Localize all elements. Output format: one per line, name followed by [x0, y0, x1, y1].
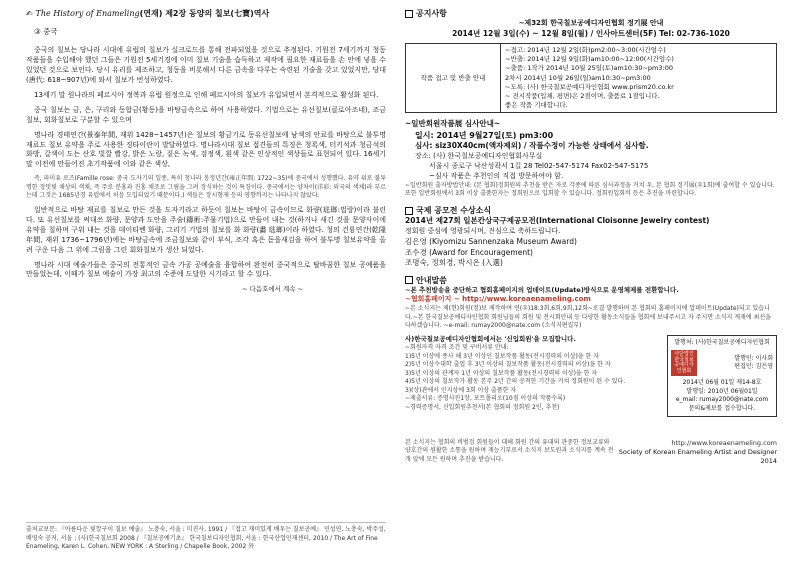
schedule-row: ~반출: 2014년 12월 9일(화)am10:00~12:00(시간엄수) [505, 55, 674, 64]
award-intro: 정회원 중심에 영광되시며, 진심으로 축하드립니다. [405, 226, 561, 235]
award-name: 조수경 (Award for Encouragement) [405, 247, 533, 257]
schedule-row: ~접고: 2014년 12월 2일(화)pm2:00~3:00(시간엄수) [505, 45, 666, 54]
guide-title: 안내말씀 [416, 275, 447, 285]
contact-text: 문의&제보를 접수합니다. [688, 404, 756, 412]
section-title: ③ 중국 [34, 27, 58, 37]
issuer: 발행인: 이사회 [734, 354, 773, 362]
pen-icon: ✍ [26, 9, 33, 18]
recruit-line: ~제출서류: 증명사진1장, 포트폴리오(10점 이상의 작품수록) [405, 395, 566, 403]
award-section [405, 205, 777, 269]
schedule-table [405, 43, 777, 114]
recruit-block [405, 335, 777, 435]
review-line: 심사: siz30X40cm(액자제외) / 작품수정이 가능한 상태에서 심사함. [415, 141, 649, 151]
schedule-row: ~출품: 1작가 2014년 10월 25일(토)am10:30~pm3:00 [505, 64, 673, 73]
editor: 편집인: 김은영 [734, 363, 773, 371]
recruit-line: 2)5년 이상수대학 출업 후 3년 이상의 칠보작품 활동(전시경력의 이상)을 한 자 [405, 361, 611, 369]
recruit-line: ~경력증명서, 신입회원추천서(본 협회의 정회원 2인, 추천) [405, 403, 560, 411]
schedule-row: 2차시 2014년 10월 26일(일)am10:30~pm3:00 [505, 73, 651, 82]
recruit-line: 3)(상)관에서 인지상에 3회 이상 출품한 자 [405, 386, 517, 394]
schedule-row: ~ 전시작품(입체, 평면)은 2점이며, 출품료 1점입니다. [505, 92, 660, 101]
schedule-row: ~도록: (사) 한국칠보공예디자인협회 www.prism20.co.kr [505, 82, 674, 91]
recruit-line: 3)5년 이상의 관계자 1년 이상의 칠보작품 활동(전시경력의 이상)을 한 자 [405, 369, 598, 377]
exhibition-title: ~제32회 한국칠보공예디자인협회 정기展 안내 [518, 19, 664, 28]
reg-date: 발행일: 2010년 06월01일 [686, 387, 758, 395]
chapter-title: 제2장 동양의 칠보(七寶)역사 [165, 9, 270, 18]
publisher-info [667, 335, 777, 418]
paragraph: 명나라 시대 예술가들은 중국의 전통적인 금속 가공 공예술을 융합하여 완전히 중국적으로 탈바꿈한 칠보 공예품을 만들었는데, 이때가 칠보 예술이 가장 최고의 수준에 도달한 시기라고 할 수 있다. [26, 260, 386, 279]
paragraph: 중국 칠보는 금, 은, 구리와 동합금(황동)을 바탕금속으로 하여 사용하였다. 기법으로는 유선칠보(클로아조네), 조금칠보, 회화칠보로 구분할 수 있으며 [26, 105, 386, 124]
checkbox-icon [405, 276, 413, 284]
guide-section [405, 275, 777, 467]
recruit-line: ~회원자격 자격 조건 및 구비서류 안내: [405, 344, 509, 352]
continued-note: ~ 다음호에서 계속 ~ [242, 285, 304, 294]
review-line: 서울시 종로구 낙산성곽서 1길 28 Tel02-547-5174 Fax02-547-5175 [429, 162, 649, 171]
schedule-rows [501, 44, 776, 113]
footnote: 출처교보문: 『아름다운 빛깔구이 칠보 예술』 노충숙, 서울 : 미진사, 1991 / 『접고 재미있게 배우는 칠보공예』 민성연, 노충숙, 박주성, 배영숙 공저, 서울 : (사)한국칠보회 2008 / 『칠보공예기초』 한국칠보디자인협회, 서울 : 한국산업인재센터, 2010 / The Art of Fine Enameling, Karen L. Cohen, NEW YORK : A Sterling / Chapelle Book, 2002 外 [26, 522, 386, 552]
schedule-label: 작품 접고 및 반출 안내 [406, 44, 501, 113]
closing-block [405, 439, 777, 467]
series-title: The History of Enameling [35, 9, 140, 18]
notice-section [405, 8, 777, 113]
award-subtitle: 2014년 제27회 일본칸상국구제공모전(International Cloisonne Jewelry contest) [405, 216, 710, 226]
review-line: ~심사 작품은 추천인의 직접 방문하여야 함. [429, 171, 564, 180]
contact-email[interactable]: e_mail: rumay2000@nate.com [675, 396, 769, 404]
checkbox-icon [405, 10, 413, 18]
homepage-link[interactable]: ~협회홈페이지 ~ http://www.koreaenameling.com [405, 295, 591, 304]
closing-text: 본 소식지는 협회의 비범검 회원들이 대해 회원 간의 유대의 관중한 정보교류와 양호간의 원활한 소통을 원하며 재능기부로서 소식지 보도원과 소식지를 계속 전개 앞에 모든 원하며 추진을 받습니다. [405, 438, 614, 463]
seal-stamp: 사단법인한국칠보공예디자인협회 [671, 350, 697, 376]
award-name: 조명숙, 정희경, 박시온 (入選) [405, 258, 503, 268]
paragraph-note: 즉, 파미유 로즈(Famille rose: 중국 도자기의 일종, 특히 청나라 옹정년간(雍正年間: 1722~35)에 중국에서 성행했다. 유약 위로 불투명한 장밋빛 채상의 색채, 즉 주로 분홍과 진홍 채조로 그림을 그려 장식하는 것이 특징이다. 중국에서는 양차이(洋彩: 외국의 색채)라 부르는데 그것은 1685년경 유럽에서 처음 도입되었기 때문이다.) 색들은 장시형제 등의 영향까지는 나타나지 않았다. [26, 175, 386, 200]
paragraph: 13세기 말 원나라의 페르시아 정복과 유럽 원정으로 인해 페르시아의 칠보가 유입되면서 본격적으로 활성화 된다. [34, 90, 379, 99]
notice-title: 공지사항 [416, 9, 447, 18]
award-name: 김은영 (Kiyomizu Sannenzaka Museum Award) [405, 236, 577, 246]
review-line: 장소: (사) 한국칠보공예디자인협회사무실 [415, 152, 543, 161]
review-line: 일시: 2014년 9월27일(토) pm3:00 [415, 131, 554, 141]
history-column [26, 8, 386, 558]
recruit-title: 사)한국칠보공예디자인협회에서는 '신입회원'을 모집합니다. [405, 334, 576, 343]
review-note: ~일반회원 출자방법안내: (본 협회)정회원의 추천을 받은 자로 각종에 따른 심사과정을 거쳐 우, 본 협회 정기展(우1회)에 출여할 수 있습니다. 또한 일반회원에서 3회 이상 출품한자는 정회원으로 입회할 수 있습니다. 정회원입회비 등은 추진을 마련합니다. [405, 181, 775, 198]
series-tag: (연재) [139, 9, 163, 18]
recruit-line: 1)5년 이상에 종사 해 3년 이상인 칠보작품 활동(전시경력의 이상)을 한 자 [405, 352, 600, 360]
review-title: ~일반회원작품展 심사안내~ [405, 119, 501, 129]
exhibition-dates: 2014년 12월 3일(수) ~ 12월 8일(월) / 인사아트센터(5F) Tel: 02-736-1020 [452, 29, 730, 39]
guide-notice: ~본 추천방송을 중단하고 협회홈페이지의 업데이트(Update)방식으로 운영체제를 전환합니다. [405, 286, 679, 295]
footer-url[interactable]: http://www.koreaenameling.com [671, 438, 777, 447]
review-section [405, 119, 777, 198]
paragraph: 일반적으로 바탕 재료를 칠보로 만든 것을 도자기라고 하듯이 칠보는 바탕이 금속이므로 화량(琺瑯:법랑)이라 불린다. 또 유선칠보를 써대쓰 화량, 문양과 도안을 주술(鑄術:주물기법)으로 만들어 내는 것(하거나 새긴 것을 문양사이에 유약을 칠하며 구워 내는 것을 데이티벤 화량, 그리기 기법의 칠보를 화 화량(畵 琺瑯)이라 하였다. 청의 건륭연간(乾隆年間, 재위 1736~1796년)에는 바탕금속에 조금칠보와 같이 부식, 조각 혹은 돋을새김을 하여 불투명 칠보유약을 올려 구운 다음 그 위에 그림을 그린 회화칠보가 생산 되었다. [26, 205, 386, 254]
checkbox-icon [405, 207, 413, 215]
paragraph: 명나라 경태연간(景泰年間, 재위 1428~1457년)은 칠보의 황금기로 동유선칠보에 남색의 안료를 바탕으로 불투명 재료도 칠보 유약을 주로 사용한 징타이란이 발달하였다. 명나라시대 칠보 접견들의 특징은 청록색, 터키석과 청금석의 화방, 갈색이 도는 산호 빛깔 빨강, 밝은 노랑, 짙은 녹색, 검정색, 흰색 같은 인상적인 색상들로 표현되어 있다. 16세기 말 이전에 만들어진 초기작품에 이와 같은 색상, [26, 130, 386, 169]
guide-body: ~본 소식지는 제(현)회원(정)보 제작하여 연(우)18.3회,6회,9회,12회~로결 발행하며 본 협회의 홈페이지에 업데이트(Update)되고 있습니다.~본 한국칠보공예디자인협회 회원님들의 회원 및 전시회안내 등 다양한 활동소식들을 협회에 보내주시고 자 주시면 소식지 게재에 최선을 다하겠습니다. ~e-mail: rumay2000@nate.com (소식지편집부) [405, 305, 771, 330]
footer-text: Society of Korean Enameling Artist and Designer 2014 [618, 448, 777, 466]
paragraph: 중국의 칠보는 당나라 시대에 유럽의 칠보가 실크로드를 통해 전파되었을 것으로 추정된다. 기원전 7세기까지 청동 작품들을 수입해야 했던 그들은 기원전 5세기경에 이미 칠보 기술을 습득하고 제작에 필요한 재료들을 손 안에 넣을 수 있었던 것으로 보인다. 당시 유리를 제조하고, 청동을 비롯해서 다른 금속을 다루는 숙련된 기술을 갖고 있었지만, 당대(唐代: 618~907년)에 와서 칠보가 번성하였다. [26, 46, 386, 84]
schedule-row: 좋은 작품 기대합니다. [505, 101, 568, 110]
series-header [26, 8, 386, 19]
issue-date: 2014년 06월 01일 제14-8호 [682, 379, 762, 387]
publisher-title: 발행처: (사)한국칠보공예디자인협회 [674, 338, 770, 346]
notice-column [405, 8, 777, 558]
article-body [26, 46, 386, 280]
recruit-line: 4)5년 이상의 칠보작가 활동 본주 2년 간의 공적한 기간을 거쳐 정회원이 된 수 있다. [405, 378, 626, 386]
award-title: 국제 공모전 수상소식 [416, 205, 492, 215]
